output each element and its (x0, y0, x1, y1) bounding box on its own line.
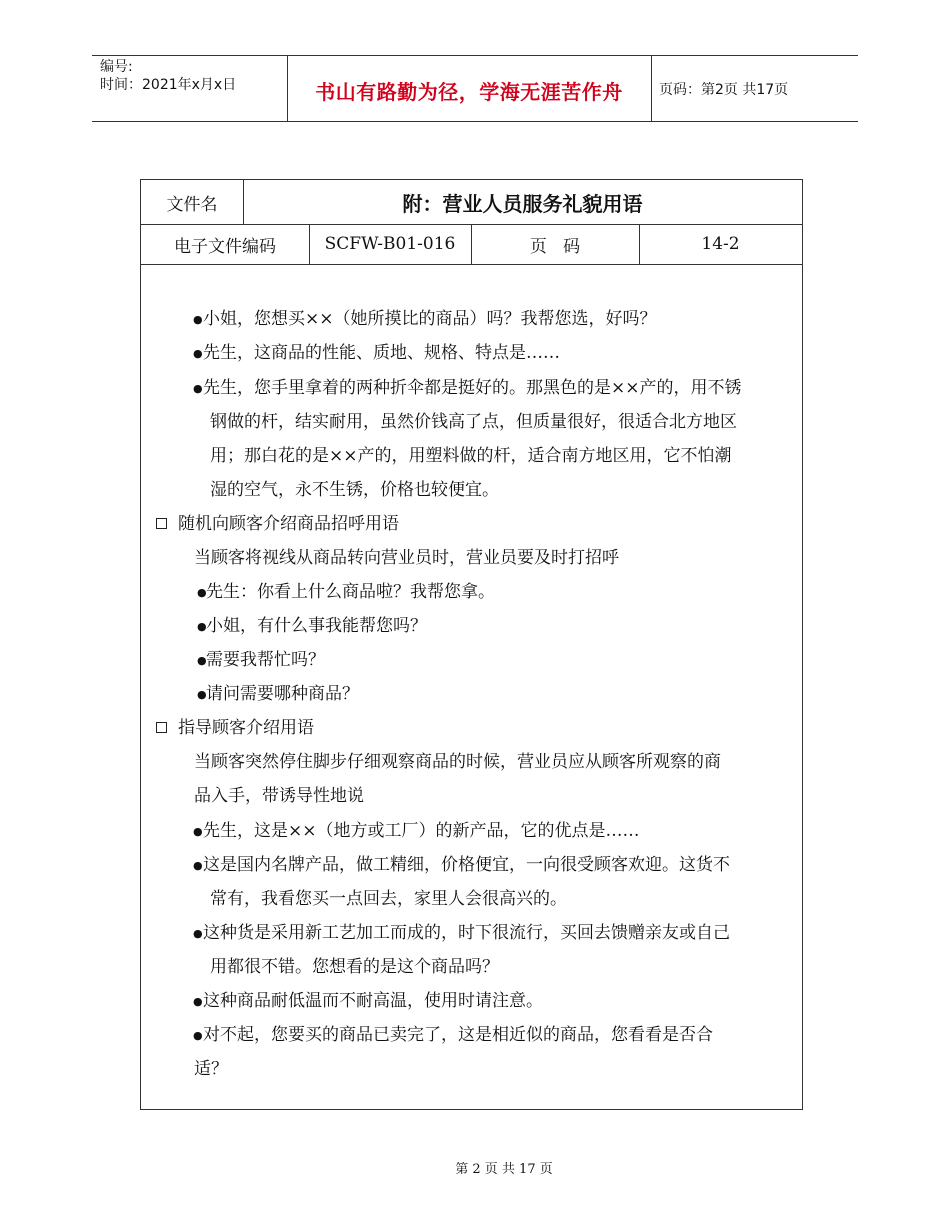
section-heading: 随机向顾客介绍商品招呼用语 (178, 514, 399, 534)
header-divider (651, 55, 652, 121)
body-line: 这种商品耐低温而不耐高温，使用时请注意。 (203, 991, 543, 1011)
body-line: 常有，我看您买一点回去，家里人会很高兴的。 (210, 889, 567, 909)
header-page-info: 页码：第2页 共17页 (659, 82, 789, 98)
body-line: 当顾客突然停住脚步仔细观察商品的时候，营业员应从顾客所观察的商 (194, 752, 721, 772)
bullet: ● (197, 688, 207, 701)
bullet: ● (193, 1029, 203, 1042)
body-line: 请问需要哪种商品？ (206, 684, 359, 704)
header-bottom-rule (92, 121, 858, 122)
section-heading: 指导顾客介绍用语 (178, 718, 314, 738)
date-line: 时间：2021年x月x日 (100, 77, 237, 93)
body-line: 当顾客将视线从商品转向营业员时，营业员要及时打招呼 (194, 548, 619, 568)
header-motto: 书山有路勤为径，学海无涯苦作舟 (315, 80, 623, 104)
doc-page-value: 14-2 (701, 234, 740, 254)
body-line: 小姐，您想买××（她所摸比的商品）吗？我帮您选，好吗？ (203, 309, 657, 329)
body-line: 先生，这是××（地方或工厂）的新产品，它的优点是…… (203, 821, 640, 841)
header-meta (100, 58, 236, 94)
bullet: ● (193, 313, 203, 326)
body-line: 用；那白花的是××产的，用塑料做的杆，适合南方地区用，它不怕潮 (210, 446, 732, 466)
doc-code-value: SCFW-B01-016 (324, 234, 456, 254)
body-line: 适？ (194, 1059, 228, 1079)
bullet: ● (193, 859, 203, 872)
doc-code-label: 电子文件编码 (174, 236, 276, 257)
body-line: 小姐，有什么事我能帮您吗？ (206, 616, 427, 636)
body-line: 需要我帮忙吗？ (206, 650, 325, 670)
body-line: 对不起，您要买的商品已卖完了，这是相近似的商品，您看看是否合 (203, 1025, 713, 1045)
doc-name-row (141, 180, 802, 225)
body-line: 这是国内名牌产品，做工精细，价格便宜，一向很受顾客欢迎。这货不 (203, 855, 730, 875)
bullet: ● (193, 825, 203, 838)
doc-name-label: 文件名 (166, 194, 218, 215)
bullet: ● (193, 382, 203, 395)
body-line: 先生：你看上什么商品啦？我帮您拿。 (206, 582, 495, 602)
header-top-rule (92, 55, 858, 56)
bullet: ● (197, 654, 207, 667)
bullet: ● (193, 927, 203, 940)
body-line: 先生，您手里拿着的两种折伞都是挺好的。那黑色的是××产的，用不锈 (203, 378, 742, 398)
footer-page-number: 第 2 页 共 17 页 (455, 1162, 553, 1177)
body-line: 用都很不错。您想看的是这个商品吗？ (210, 957, 499, 977)
bullet: ● (197, 620, 207, 633)
bullet: ● (197, 586, 207, 599)
body-line: 这种货是采用新工艺加工而成的，时下很流行，买回去馈赠亲友或自己 (203, 923, 730, 943)
serial-label: 编号: (100, 59, 133, 75)
doc-page-label: 页 码 (529, 236, 581, 257)
body-line: 湿的空气，永不生锈，价格也较便宜。 (210, 480, 499, 500)
document-frame (140, 179, 803, 1110)
body-line: 品入手，带诱导性地说 (194, 786, 364, 806)
bullet: ● (193, 995, 203, 1008)
body-line: 先生，这商品的性能、质地、规格、特点是…… (203, 343, 560, 363)
body-line: 钢做的杆，结实耐用，虽然价钱高了点，但质量很好，很适合北方地区 (210, 412, 737, 432)
bullet: ● (193, 347, 203, 360)
doc-code-row (141, 224, 802, 265)
doc-title: 附：营业人员服务礼貌用语 (402, 191, 643, 216)
page-footer (0, 1158, 950, 1177)
